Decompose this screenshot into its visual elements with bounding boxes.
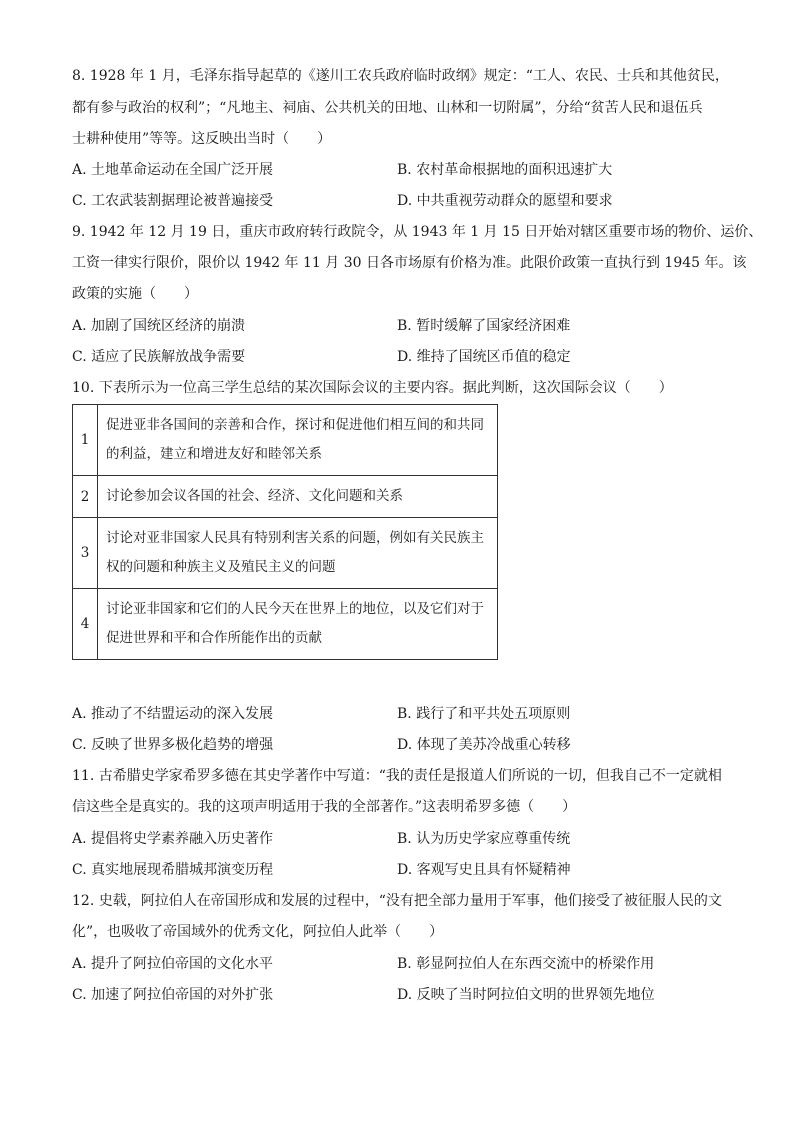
q11-stem-line-2: 信这些全是真实的。我的这项声明适用于我的全部著作。”这表明希罗多德（ ） (72, 799, 577, 815)
q12-option-d[interactable]: D. 反映了当时阿拉伯文明的世界领先地位 (397, 987, 655, 1003)
q9-option-b[interactable]: B. 暂时缓解了国家经济困难 (397, 318, 571, 334)
table-row (73, 405, 498, 476)
row-content (98, 476, 498, 518)
q10-option-d[interactable]: D. 体现了美苏冷战重心转移 (397, 737, 571, 753)
table-row (73, 589, 498, 660)
q10-option-a[interactable]: A. 推动了不结盟运动的深入发展 (72, 706, 274, 722)
q9-option-c[interactable]: C. 适应了民族解放战争需要 (72, 349, 246, 365)
q11-option-a[interactable]: A. 提倡将史学素养融入历史著作 (72, 831, 274, 847)
row-text-line: 促进亚非各国间的亲善和合作，探讨和促进他们相互间的和共同 (106, 417, 484, 433)
q8-option-d[interactable]: D. 中共重视劳动群众的愿望和要求 (397, 193, 613, 209)
row-text-line: 讨论参加会议各国的社会、经济、文化问题和关系 (106, 488, 403, 504)
q12-stem-line-1: 12. 史载，阿拉伯人在帝国形成和发展的过程中，“没有把全部力量用于军事，他们接受了被征服人民的文 (72, 893, 722, 909)
row-number: 2 (73, 476, 98, 518)
q8-stem-line-2: 都有参与政治的权利”；“凡地主、祠庙、公共机关的田地、山林和一切附属”，分给“贫苦人民和退伍兵 (72, 100, 703, 116)
q11-option-b[interactable]: B. 认为历史学家应尊重传统 (397, 831, 571, 847)
q8-option-b[interactable]: B. 农村革命根据地的面积迅速扩大 (397, 162, 613, 178)
table-row (73, 476, 498, 518)
row-number: 1 (73, 405, 98, 476)
q9-stem-line-1: 9. 1942 年 12 月 19 日，重庆市政府转行政院令，从 1943 年 1 月 15 日开始对辖区重要市场的物价、运价、 (72, 224, 763, 240)
q10-stem: 10. 下表所示为一位高三学生总结的某次国际会议的主要内容。据此判断，这次国际会议（ ） (72, 380, 673, 396)
q12-option-a[interactable]: A. 提升了阿拉伯帝国的文化水平 (72, 956, 274, 972)
q8-option-a[interactable]: A. 土地革命运动在全国广泛开展 (72, 162, 274, 178)
q11-option-d[interactable]: D. 客观写史且具有怀疑精神 (397, 862, 571, 878)
row-text-line: 权的问题和种族主义及殖民主义的问题 (106, 559, 336, 575)
q10-table (72, 404, 498, 660)
row-text-line: 的利益，建立和增进友好和睦邻关系 (106, 446, 322, 462)
q12-option-b[interactable]: B. 彰显阿拉伯人在东西交流中的桥梁作用 (397, 956, 655, 972)
table-row (73, 518, 498, 589)
row-number: 3 (73, 518, 98, 589)
q12-option-c[interactable]: C. 加速了阿拉伯帝国的对外扩张 (72, 987, 274, 1003)
q9-option-d[interactable]: D. 维持了国统区币值的稳定 (397, 349, 571, 365)
row-content (98, 405, 498, 476)
q9-stem-line-2: 工资一律实行限价，限价以 1942 年 11 月 30 日各市场原有价格为准。此限价政策一直执行到 1945 年。该 (72, 255, 747, 271)
row-number: 4 (73, 589, 98, 660)
q10-option-b[interactable]: B. 践行了和平共处五项原则 (397, 706, 571, 722)
q9-stem-line-3: 政策的实施（ ） (72, 286, 198, 302)
q10-option-c[interactable]: C. 反映了世界多极化趋势的增强 (72, 737, 274, 753)
q8-stem-line-3: 士耕种使用”等等。这反映出当时（ ） (72, 131, 332, 147)
row-content (98, 589, 498, 660)
q8-option-c[interactable]: C. 工农武装割据理论被普遍接受 (72, 193, 274, 209)
row-text-line: 促进世界和平和合作所能作出的贡献 (106, 630, 322, 646)
q12-stem-line-2: 化”，也吸收了帝国域外的优秀文化，阿拉伯人此举（ ） (72, 924, 444, 940)
row-content (98, 518, 498, 589)
row-text-line: 讨论亚非国家和它们的人民今天在世界上的地位，以及它们对于 (106, 601, 484, 617)
row-text-line: 讨论对亚非国家人民具有特别利害关系的问题，例如有关民族主 (106, 530, 484, 546)
q9-option-a[interactable]: A. 加剧了国统区经济的崩溃 (72, 318, 246, 334)
q8-stem-line-1: 8. 1928 年 1 月，毛泽东指导起草的《遂川工农兵政府临时政纲》规定：“工人、农民、士兵和其他贫民， (72, 68, 729, 84)
q11-option-c[interactable]: C. 真实地展现希腊城邦演变历程 (72, 862, 274, 878)
q11-stem-line-1: 11. 古希腊史学家希罗多德在其史学著作中写道：“我的责任是报道人们所说的一切，但我自己不一定就相 (72, 768, 722, 784)
